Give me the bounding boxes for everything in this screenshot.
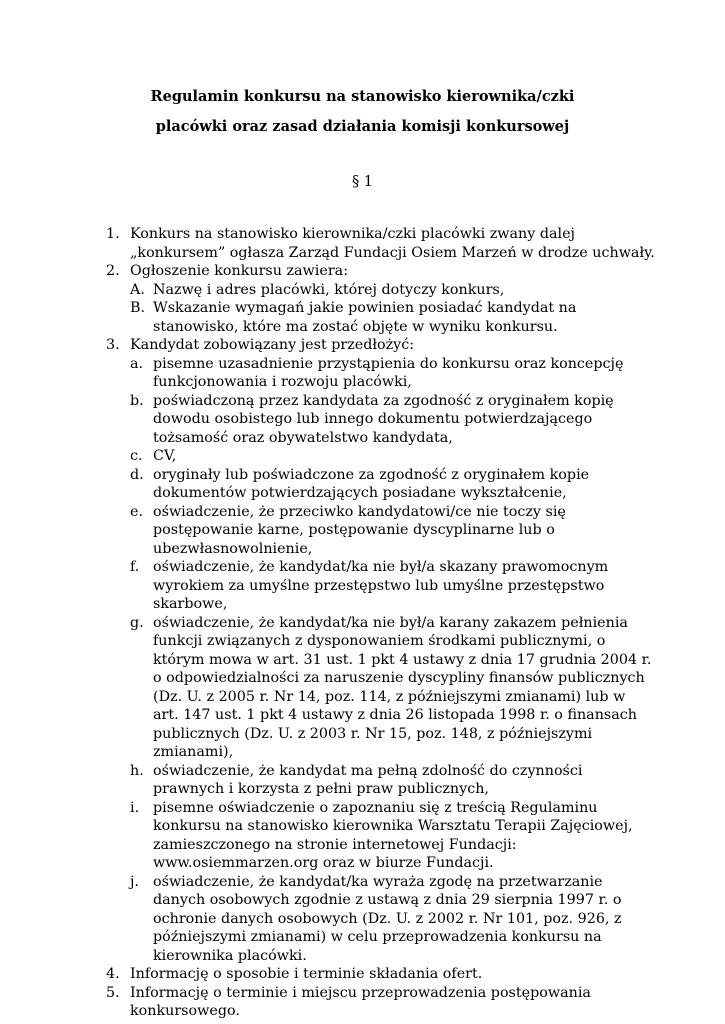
sub-item <box>130 392 655 448</box>
sub-item-text: oświadczenie, że kandydat ma pełną zdolność do czynności prawnych i korzysta z pełni praw publicznych, <box>153 762 583 797</box>
list-item <box>0 965 725 984</box>
sub-item-letter: g. <box>130 614 144 631</box>
sub-item <box>130 762 655 799</box>
sub-item-letter: c. <box>130 448 143 464</box>
sub-item <box>130 355 655 392</box>
section-heading: § 1 <box>351 174 374 190</box>
sub-item-text: oświadczenie, że kandydat/ka nie był/a skazany prawomocnym wyrokiem za umyślne przestępstwo lub umyślne przestępstwo skarbowe, <box>153 559 609 612</box>
list-item <box>0 336 725 965</box>
sub-item <box>130 799 655 873</box>
sub-item-letter: A. <box>130 281 145 298</box>
list-item-text: Kandydat zobowiązany jest przedłożyć: <box>130 337 415 353</box>
list-item-number: 5. <box>106 984 120 1001</box>
sub-item <box>130 614 655 762</box>
list-item-text: Informację o terminie i miejscu przeprowadzenia postępowania konkursowego. <box>130 984 591 1019</box>
sub-item-letter: b. <box>130 392 144 409</box>
sub-item-letter: j. <box>130 873 139 890</box>
sub-item-letter: B. <box>130 300 146 316</box>
sub-item-text: pisemne uzasadnienie przystąpienia do konkursu oraz koncepcję funkcjonowania i rozwoju placówki, <box>153 355 624 390</box>
sub-item <box>130 466 655 503</box>
sub-item-text: oryginały lub poświadczone za zgodność z oryginałem kopie dokumentów potwierdzających posiadane wykształcenie, <box>153 466 590 501</box>
sub-item-text: oświadczenie, że kandydat/ka nie był/a karany zakazem pełnienia funkcji związanych z dysponowaniem środkami publicznymi, o którym mowa w art. 31 ust. 1 pkt 4 ustawy z dnia 17 grudnia 2004 r. o odpowiedzialności za naruszenie dyscypliny finansów publicznych (Dz. U. z 2005 r. Nr 14, poz. 114, z późniejszymi zmianami) lub w art. 147 ust. 1 pkt 4 ustawy z dnia 26 listopada 1998 r. o finansach publicznych (Dz. U. z 2003 r. Nr 15, poz. 148, z późniejszymi zmianami), <box>153 614 652 760</box>
list-item-text: Ogłoszenie konkursu zawiera: <box>130 263 349 279</box>
list-item-number: 1. <box>106 226 120 242</box>
sub-item-letter: i. <box>130 799 140 816</box>
list-item-text: Informację o sposobie i terminie składania ofert. <box>130 966 483 982</box>
sub-item-letter: e. <box>130 503 144 520</box>
list-item <box>0 262 725 336</box>
numbered-list <box>0 225 725 1021</box>
list-item-number: 4. <box>106 966 120 982</box>
sub-item-letter: f. <box>130 559 140 575</box>
sub-item-text: oświadczenie, że przeciwko kandydatowi/ce nie toczy się postępowanie karne, postępowanie dyscyplinarne lub o ubezwłasnowolnienie, <box>153 503 566 557</box>
sub-item-text: CV, <box>153 448 177 464</box>
sub-item-text: pisemne oświadczenie o zapoznaniu się z treścią Regulaminu konkursu na stanowisko kierownika Warsztatu Terapii Zajęciowej, zamieszczonego na stronie internetowej Fundacji: www.osiemmarzen.org oraz w biurze Fundacji. <box>153 799 633 871</box>
sub-item-letter: d. <box>130 466 144 483</box>
list-item <box>0 984 725 1021</box>
sub-item-text: poświadczoną przez kandydata za zgodność z oryginałem kopię dowodu osobistego lub innego dokumentu potwierdzającego tożsamość oraz obywatelstwo kandydata, <box>153 392 614 446</box>
sub-item <box>130 873 655 966</box>
list-item-number: 2. <box>106 263 120 279</box>
sub-item <box>130 299 655 336</box>
sub-item <box>130 447 655 466</box>
list-item <box>0 225 725 262</box>
list-item-number: 3. <box>106 337 120 353</box>
sub-item <box>130 281 655 300</box>
sub-item-letter: a. <box>130 355 144 372</box>
sub-item-text: Nazwę i adres placówki, której dotyczy konkurs, <box>153 281 505 298</box>
sub-item-text: oświadczenie, że kandydat/ka wyraża zgodę na przetwarzanie danych osobowych zgodnie z ustawą z dnia 29 sierpnia 1997 r. o ochronie danych osobowych (Dz. U. z 2002 r. Nr 101, poz. 926, z późniejszymi zmianami) w celu przeprowadzenia konkursu na kierownika placówki. <box>153 873 622 964</box>
sub-item-text: Wskazanie wymagań jakie powinien posiadać kandydat na stanowisko, które ma zostać objęte w wyniku konkursu. <box>153 300 577 335</box>
list-item-text: Konkurs na stanowisko kierownika/czki placówki zwany dalej „konkursem” ogłasza Zarząd Fundacji Osiem Marzeń w drodze uchwały. <box>130 226 655 261</box>
sub-item <box>130 503 655 559</box>
sub-item-letter: h. <box>130 762 144 779</box>
sub-item <box>130 558 655 614</box>
page-title-line2: placówki oraz zasad działania komisji konkursowej <box>155 118 570 135</box>
page-title-line1: Regulamin konkursu na stanowisko kierownika/czki <box>150 88 575 105</box>
